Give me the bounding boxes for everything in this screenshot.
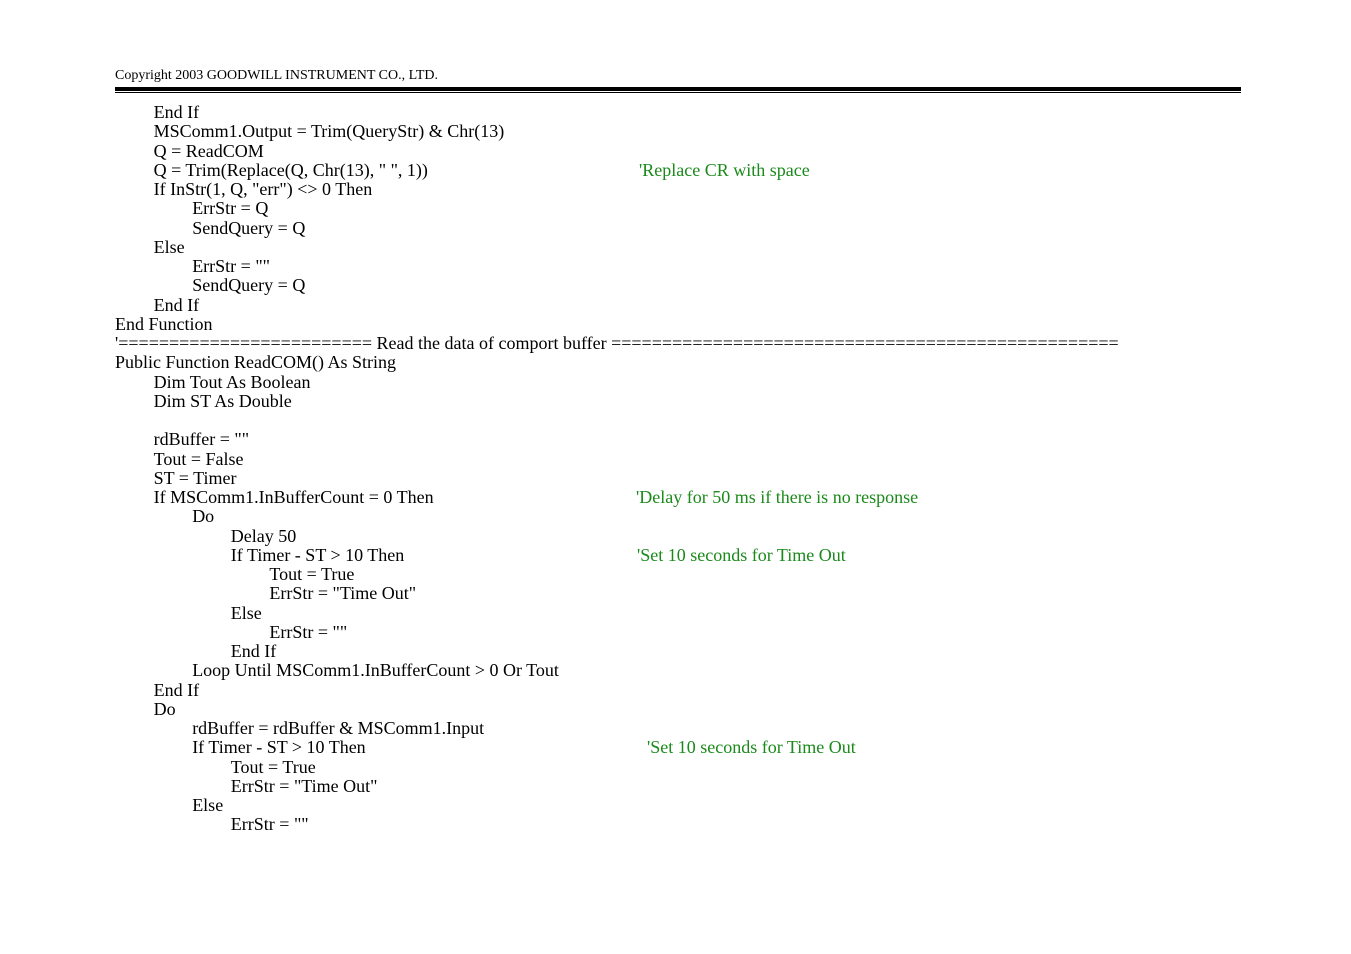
header-rule-thin — [115, 92, 1241, 93]
code-line — [0, 142, 1351, 161]
code-line — [0, 777, 1351, 796]
code-line — [0, 565, 1351, 584]
code-line — [0, 738, 1351, 757]
code-text: ErrStr = "" — [269, 621, 348, 642]
code-text: SendQuery = Q — [192, 275, 306, 296]
code-line — [0, 296, 1351, 315]
code-line — [0, 103, 1351, 122]
code-text: If MSComm1.InBufferCount = 0 Then — [153, 487, 434, 507]
code-listing — [0, 103, 1351, 835]
code-line — [0, 180, 1351, 199]
code-text: rdBuffer = "" — [153, 429, 250, 450]
code-line — [0, 758, 1351, 777]
code-text: Dim ST As Double — [153, 390, 292, 411]
code-line — [0, 122, 1351, 141]
code-text: Loop Until MSComm1.InBufferCount > 0 Or Tout — [192, 660, 559, 681]
code-line — [0, 219, 1351, 238]
code-text: End If — [153, 102, 200, 122]
code-line — [0, 392, 1351, 411]
code-text: Tout = False — [153, 448, 244, 469]
code-line — [0, 238, 1351, 257]
code-text: ErrStr = "" — [192, 256, 271, 276]
code-text: End If — [153, 294, 200, 315]
code-text: ErrStr = Q — [192, 198, 269, 219]
code-line — [0, 411, 1351, 430]
header-rule-thick — [115, 87, 1241, 91]
code-line — [0, 661, 1351, 680]
code-line — [0, 681, 1351, 700]
code-text: ErrStr = "Time Out" — [230, 775, 378, 796]
code-line — [0, 815, 1351, 834]
code-line — [0, 719, 1351, 738]
code-line — [0, 488, 1351, 507]
code-line — [0, 199, 1351, 218]
code-line — [0, 161, 1351, 180]
code-text: MSComm1.Output = Trim(QueryStr) & Chr(13) — [153, 121, 505, 142]
code-comment: 'Replace CR with space — [639, 159, 810, 180]
code-text: End If — [230, 641, 277, 661]
code-line — [0, 334, 1351, 353]
code-text: Do — [153, 698, 176, 719]
code-text: End If — [153, 679, 200, 700]
code-text: Do — [192, 506, 215, 527]
code-line — [0, 469, 1351, 488]
code-text: Delay 50 — [230, 525, 297, 546]
code-comment: 'Set 10 seconds for Time Out — [637, 544, 846, 565]
code-line — [0, 584, 1351, 603]
code-line — [0, 450, 1351, 469]
code-line — [0, 546, 1351, 565]
code-text: If Timer - ST > 10 Then — [230, 544, 405, 565]
code-text: End Function — [115, 313, 213, 334]
code-text: Dim Tout As Boolean — [153, 371, 311, 392]
code-line — [0, 796, 1351, 815]
code-text: Else — [230, 602, 262, 623]
code-line — [0, 642, 1351, 661]
code-text: rdBuffer = rdBuffer & MSComm1.Input — [192, 718, 485, 738]
code-line — [0, 373, 1351, 392]
code-text: Public Function ReadCOM() As String — [115, 352, 397, 373]
code-text: '========================= Read the data of comport buffer ================================================== — [115, 333, 1119, 353]
code-text: Q = ReadCOM — [153, 140, 264, 161]
code-text: Else — [153, 236, 185, 257]
code-line — [0, 315, 1351, 334]
code-line — [0, 623, 1351, 642]
code-text: ST = Timer — [153, 467, 237, 488]
code-text: ErrStr = "" — [230, 814, 309, 835]
code-comment: 'Delay for 50 ms if there is no response — [636, 487, 919, 507]
code-text: Else — [192, 795, 224, 815]
code-text: ErrStr = "Time Out" — [269, 583, 417, 604]
code-line — [0, 604, 1351, 623]
code-line — [0, 257, 1351, 276]
code-text: Q = Trim(Replace(Q, Chr(13), " ", 1)) — [153, 159, 428, 180]
code-line — [0, 527, 1351, 546]
code-text: If Timer - ST > 10 Then — [192, 737, 366, 758]
code-line — [0, 700, 1351, 719]
code-line — [0, 430, 1351, 449]
code-line — [0, 507, 1351, 526]
code-text: Tout = True — [230, 756, 316, 777]
code-text: If InStr(1, Q, "err") <> 0 Then — [153, 179, 373, 199]
code-line — [0, 276, 1351, 295]
code-comment: 'Set 10 seconds for Time Out — [647, 737, 856, 758]
code-line — [0, 353, 1351, 372]
page-header-copyright: Copyright 2003 GOODWILL INSTRUMENT CO., LTD. — [115, 68, 439, 83]
code-text: SendQuery = Q — [192, 217, 306, 238]
code-text: Tout = True — [269, 564, 355, 584]
